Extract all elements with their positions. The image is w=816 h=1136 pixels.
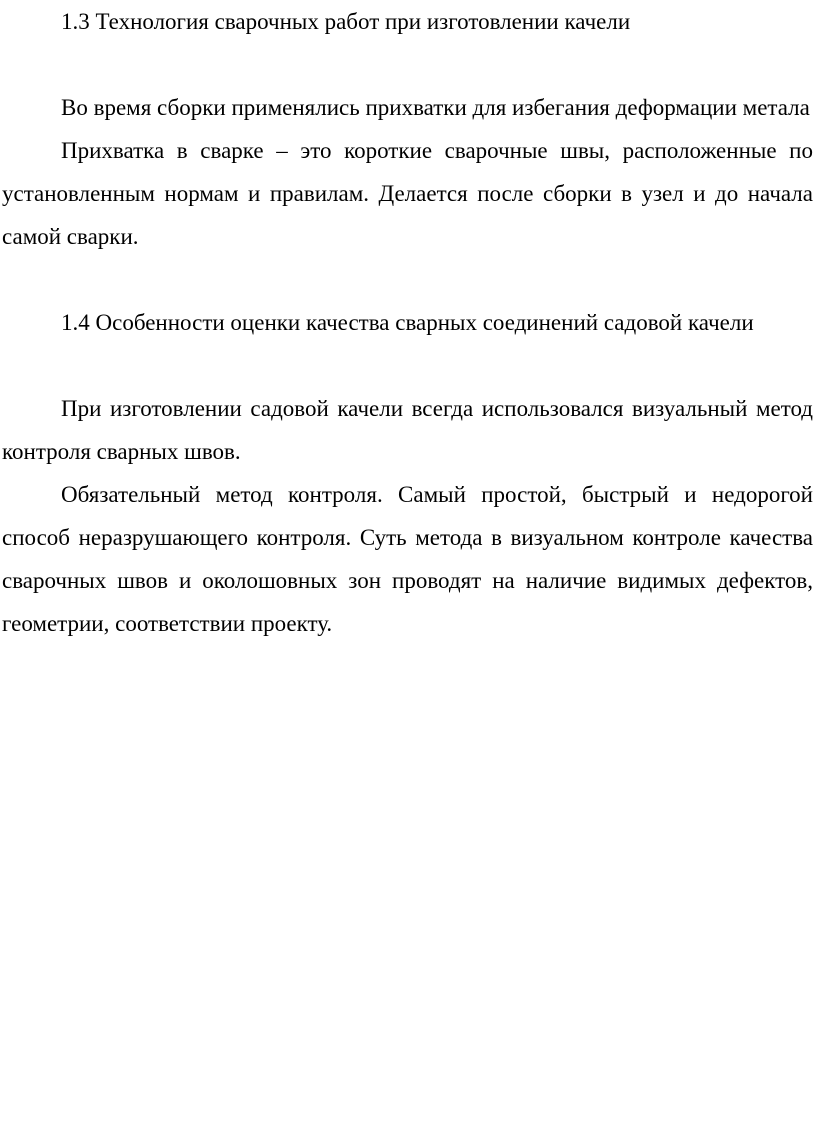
spacer bbox=[2, 344, 813, 387]
spacer bbox=[2, 43, 813, 86]
paragraph-inspection-method: Обязательный метод контроля. Самый простой, быстрый и недорогой способ неразрушающего контроля. Суть метода в визуальном контроле качества сварочных швов и околошовных зон проводят на наличие видимых дефектов, геометрии, соответствии проекту. bbox=[2, 482, 813, 636]
paragraph-tack-weld-definition: Прихватка в сварке – это короткие сварочные швы, расположенные по установленным нормам и правилам. Делается после сборки в узел и до начала самой сварки. bbox=[2, 138, 813, 249]
section-heading-1-4: 1.4 Особенности оценки качества сварных соединений садовой качели bbox=[61, 310, 754, 335]
spacer bbox=[2, 258, 813, 301]
paragraph-visual-inspection: При изготовлении садовой качели всегда использовался визуальный метод контроля сварных швов. bbox=[2, 396, 813, 464]
paragraph-tack-welds: Во время сборки применялись прихватки для избегания деформации метала bbox=[61, 95, 810, 120]
document-body bbox=[2, 0, 813, 645]
section-heading-1-3: 1.3 Технология сварочных работ при изготовлении качели bbox=[61, 9, 631, 34]
